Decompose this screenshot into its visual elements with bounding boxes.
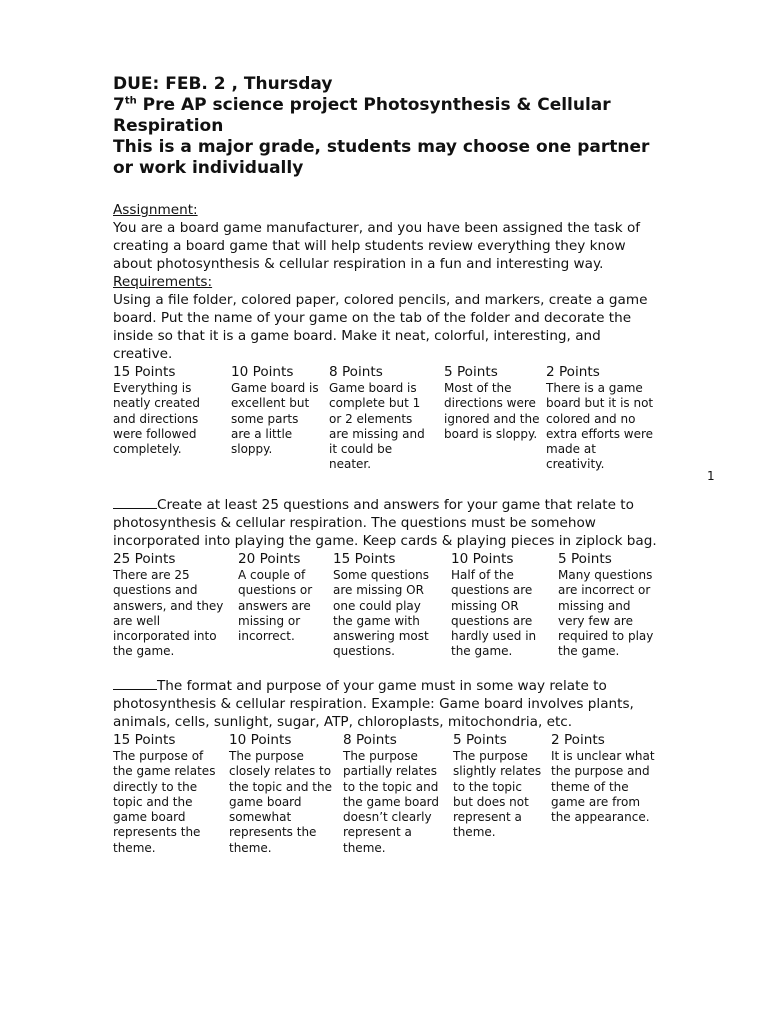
rubric-game-board (113, 364, 658, 476)
rubric-cell: 25 Points There are 25 questions and answers, and they are well incorporated into the game. (113, 551, 224, 659)
checkmark-blank (113, 677, 157, 690)
checkmark-blank (113, 496, 157, 509)
rubric-cell: 8 Points Game board is complete but 1 or 2 elements are missing and it could be neater. (329, 364, 425, 472)
requirements-text: Using a file folder, colored paper, colored pencils, and markers, create a game board. Put the name of your game on the tab of the folder and decorate the inside so that it is a game board. Make it neat, colorful, interesting, and creative. (113, 292, 648, 362)
document-page (113, 74, 658, 862)
grade-note: This is a major grade, students may choose one partner or work individually (113, 137, 650, 178)
rubric-cell: 20 Points A couple of questions or answers are missing or incorrect. (238, 551, 313, 644)
rubric-cell: 15 Points Everything is neatly created and directions were followed completely. (113, 364, 201, 457)
rubric-cell: 10 Points Game board is excellent but some parts are a little sloppy. (231, 364, 319, 457)
rubric-cell: 5 Points Many questions are incorrect or missing and very few are required to play the game. (558, 551, 654, 659)
rubric-cell: 10 Points The purpose closely relates to the topic and the game board somewhat represents the theme. (229, 732, 333, 855)
rubric-cell: 15 Points Some questions are missing OR one could play the game with answering most questions. (333, 551, 429, 659)
rubric-cell: 2 Points It is unclear what the purpose and theme of the game are from the appearance. (551, 732, 655, 825)
rubric-cell: 2 Points There is a game board but it is not colored and no extra efforts were made at creativity. (546, 364, 654, 472)
rubric-cell: 15 Points The purpose of the game relates directly to the topic and the game board represents the theme. (113, 732, 216, 855)
requirements-label: Requirements: (113, 274, 213, 290)
format-requirement: The format and purpose of your game must in some way relate to photosynthesis & cellular respiration. Example: Game board involves plants, animals, cells, sunlight, sugar, ATP, chloroplasts, mitochondria, etc. (113, 678, 634, 730)
assignment-label: Assignment: (113, 202, 198, 218)
assignment-text: You are a board game manufacturer, and you have been assigned the task of creating a board game that will help students review everything they know about photosynthesis & cellular respiration in a fun and interesting way. (113, 220, 641, 272)
page-number: 1 (707, 469, 715, 483)
rubric-cell: 5 Points Most of the directions were ignored and the board is sloppy. (444, 364, 540, 441)
rubric-format (113, 732, 658, 862)
rubric-cell: 10 Points Half of the questions are missing OR questions are hardly used in the game. (451, 551, 537, 659)
due-date: DUE: FEB. 2 , Thursday (113, 74, 333, 94)
questions-requirement: Create at least 25 questions and answers for your game that relate to photosynthesis & cellular respiration. The questions must be somehow incorporated into playing the game. Keep cards & playing pieces in ziplock bag. (113, 497, 657, 549)
rubric-questions (113, 551, 658, 663)
rubric-cell: 8 Points The purpose partially relates to the topic and the game board doesn’t clearly represent a theme. (343, 732, 440, 855)
project-title: 7th Pre AP science project Photosynthesis & Cellular Respiration (113, 95, 611, 136)
rubric-cell: 5 Points The purpose slightly relates to the topic but does not represent a theme. (453, 732, 542, 840)
